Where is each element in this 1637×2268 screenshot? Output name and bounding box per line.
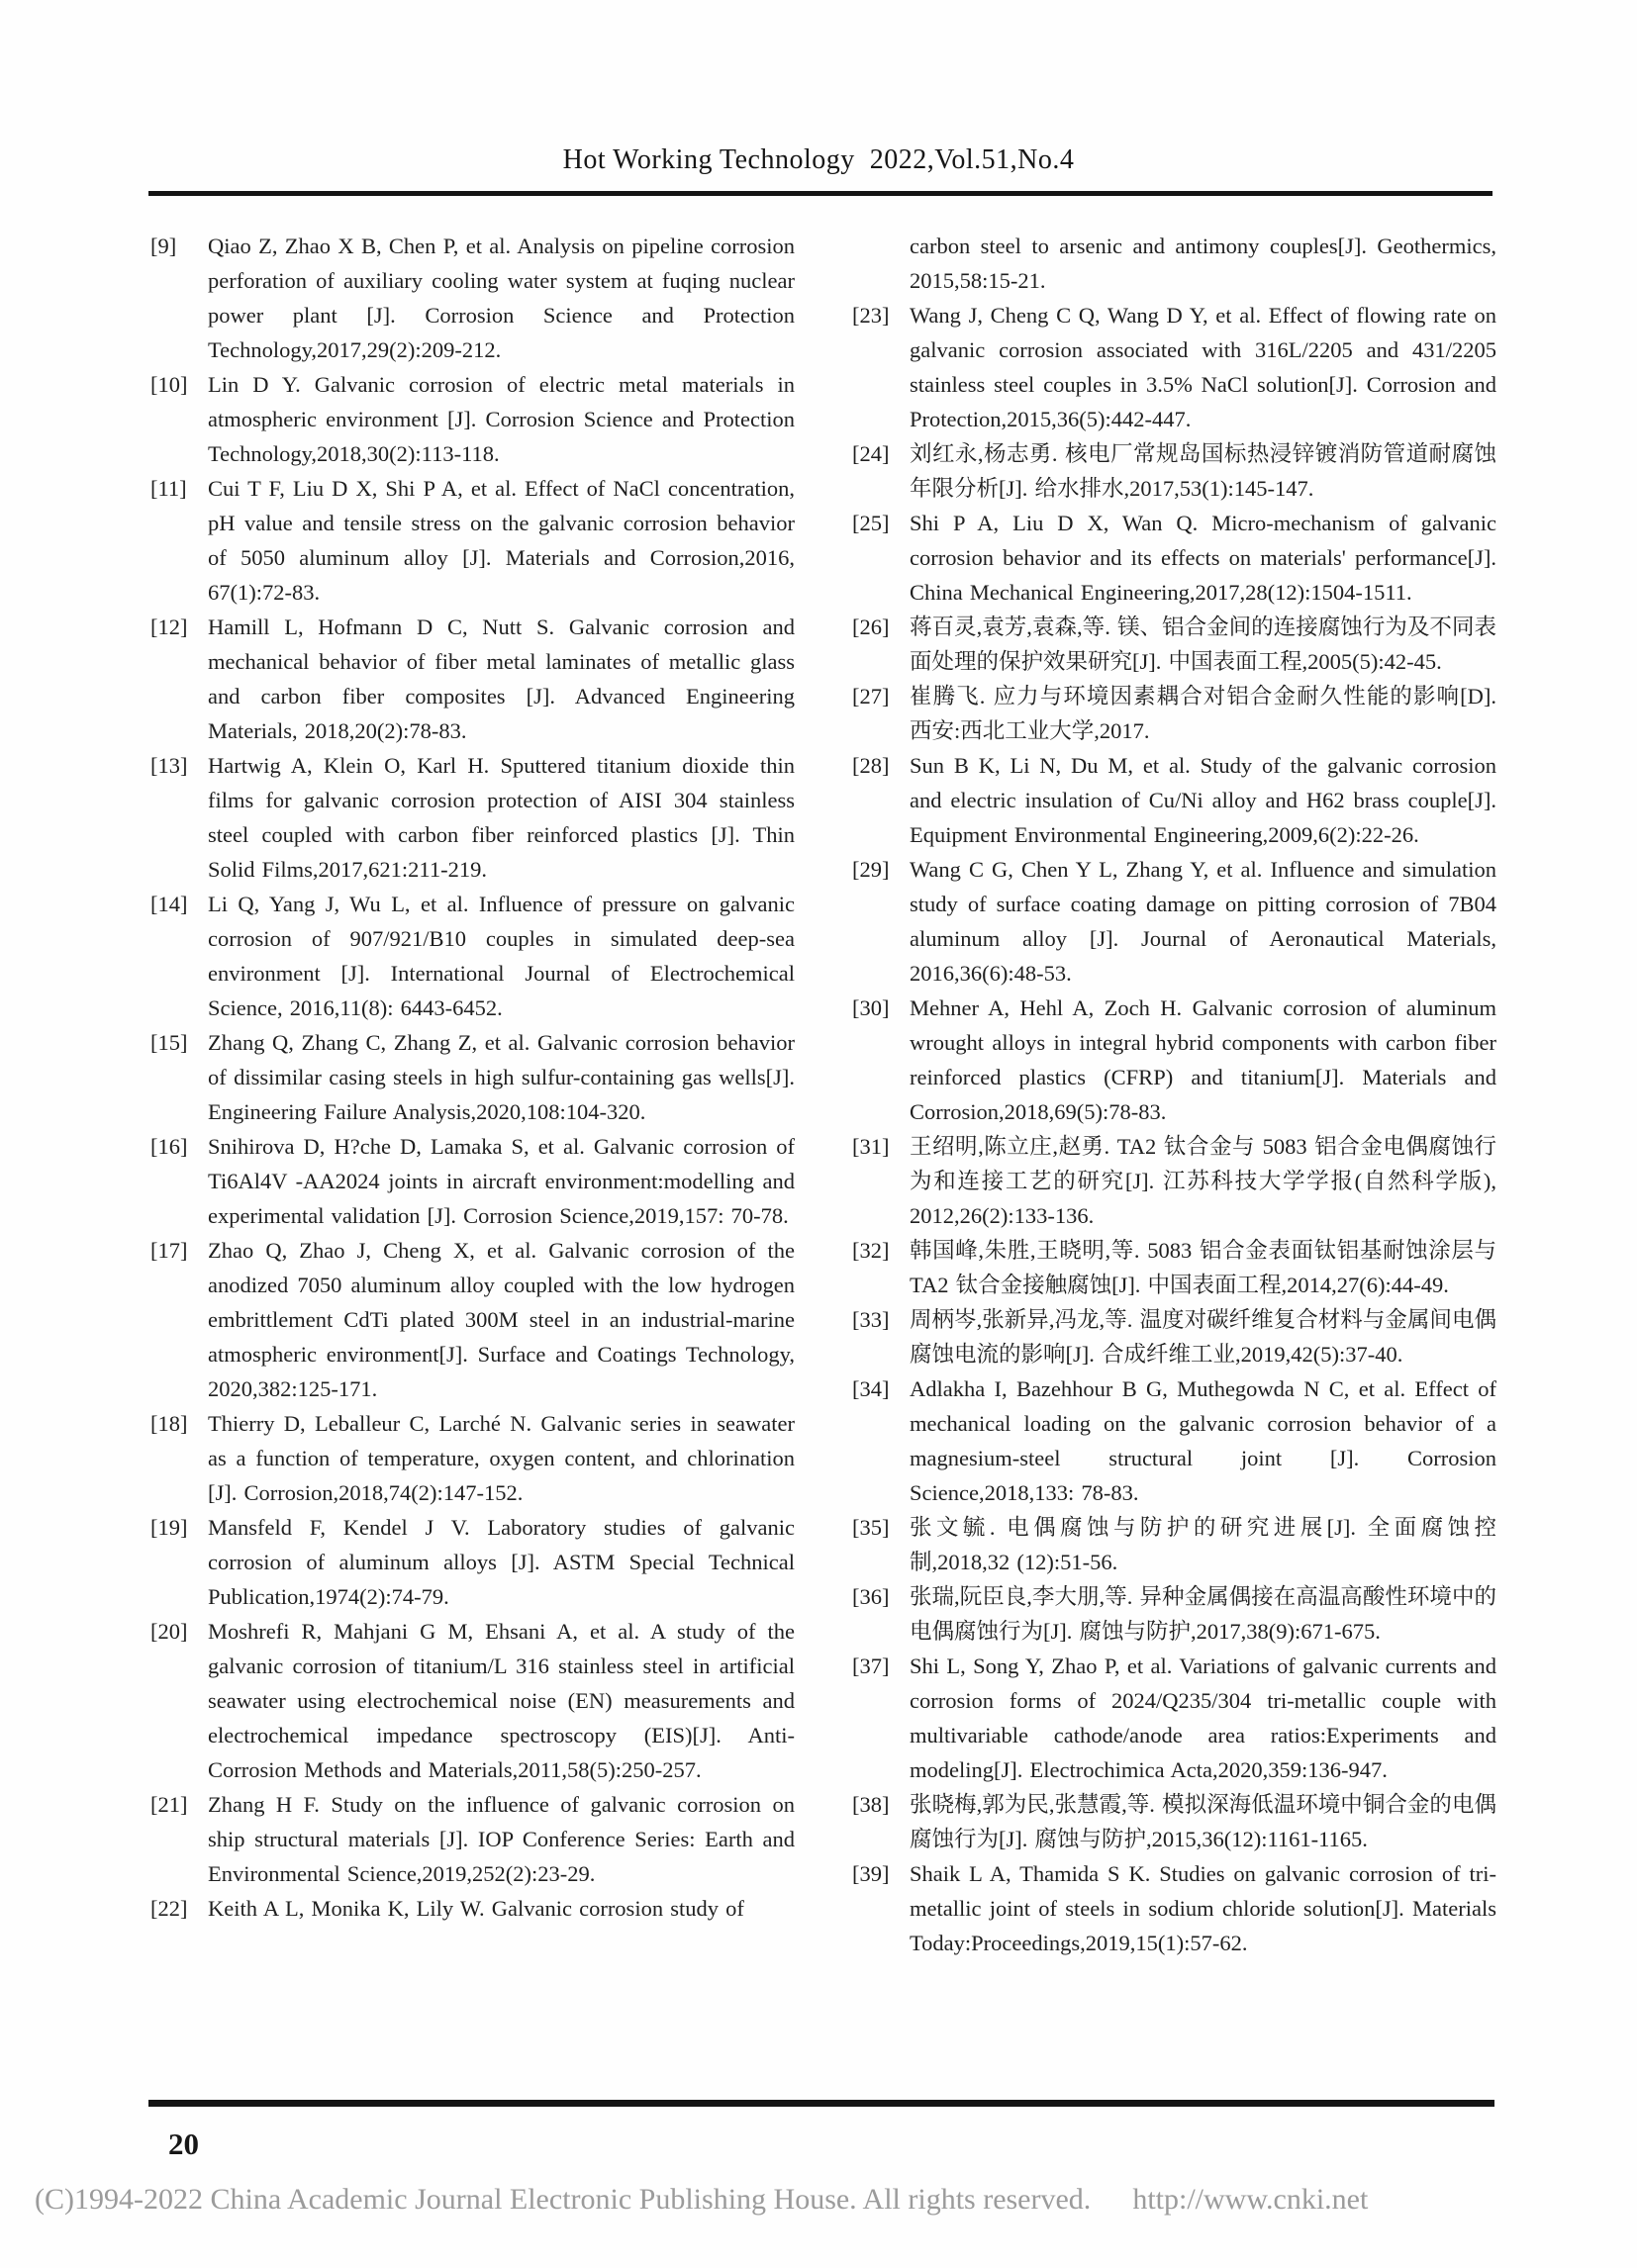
reference-item — [150, 1406, 795, 1510]
reference-text: Shi L, Song Y, Zhao P, et al. Variations of galvanic currents and corrosion forms of 2024/Q235/304 tri-metallic couple with multivariable cathode/anode area ratios:Experiments and modeling[J]. Electrochimica Acta,2020,359:136-947. — [910, 1654, 1496, 1782]
reference-number: [26] — [852, 614, 890, 639]
reference-item — [150, 1891, 795, 1926]
reference-text: Adlakha I, Bazehhour B G, Muthegowda N C, et al. Effect of mechanical loading on the galvanic corrosion behavior of a magnesium-steel structural joint [J]. Corrosion Science,2018,133: 78-83. — [910, 1376, 1496, 1505]
reference-number: [11] — [150, 476, 187, 501]
reference-number: [14] — [150, 892, 188, 916]
reference-text: Keith A L, Monika K, Lily W. Galvanic corrosion study of — [208, 1896, 744, 1921]
reference-number: [19] — [150, 1515, 188, 1540]
copyright-line — [35, 2183, 1480, 2217]
reference-text: Moshrefi R, Mahjani G M, Ehsani A, et al. A study of the galvanic corrosion of titanium/L 316 stainless steel in artificial seawater using electrochemical noise (EN) measurements and electrochemical impedance spectroscopy (EIS)[J]. Anti-Corrosion Methods and Materials,2011,58(5):250-257. — [208, 1619, 795, 1782]
references-section — [150, 229, 1496, 1960]
reference-number: [30] — [852, 995, 890, 1020]
reference-number: [28] — [852, 753, 890, 778]
reference-item — [852, 1579, 1496, 1649]
reference-number: [13] — [150, 753, 188, 778]
reference-item — [150, 1614, 795, 1787]
reference-item — [852, 852, 1496, 991]
reference-text: 周柄岑,张新异,冯龙,等. 温度对碳纤维复合材料与金属间电偶腐蚀电流的影响[J]. 合成纤维工业,2019,42(5):37-40. — [910, 1307, 1496, 1367]
copyright-text: (C)1994-2022 China Academic Journal Electronic Publishing House. All rights reserved. — [35, 2183, 1092, 2216]
reference-item — [150, 471, 795, 610]
footer-url: http://www.cnki.net — [1132, 2183, 1369, 2216]
reference-number: [29] — [852, 857, 890, 882]
reference-text: Sun B K, Li N, Du M, et al. Study of the galvanic corrosion and electric insulation of Cu/Ni alloy and H62 brass couple[J]. Equipment Environmental Engineering,2009,6(2):22-26. — [910, 753, 1496, 847]
reference-text: Qiao Z, Zhao X B, Chen P, et al. Analysis on pipeline corrosion perforation of auxiliary cooling water system at fuqing nuclear power plant [J]. Corrosion Science and Protection Technology,2017,29(2):209-212. — [208, 234, 795, 362]
reference-item — [150, 1510, 795, 1614]
reference-item — [852, 1129, 1496, 1233]
reference-text: Cui T F, Liu D X, Shi P A, et al. Effect of NaCl concentration, pH value and tensile stress on the galvanic corrosion behavior of 5050 aluminum alloy [J]. Materials and Corrosion,2016, 67(1):72-83. — [208, 476, 795, 605]
reference-item — [150, 229, 795, 367]
reference-text: Wang J, Cheng C Q, Wang D Y, et al. Effect of flowing rate on galvanic corrosion associated with 316L/2205 and 431/2205 stainless steel couples in 3.5% NaCl solution[J]. Corrosion and Protection,2015,36(5):442-447. — [910, 303, 1496, 431]
reference-item — [852, 1233, 1496, 1302]
reference-text: Zhao Q, Zhao J, Cheng X, et al. Galvanic corrosion of the anodized 7050 aluminum alloy coupled with the low hydrogen embrittlement CdTi plated 300M steel in an industrial-marine atmospheric environment[J]. Surface and Coatings Technology, 2020,382:125-171. — [208, 1238, 795, 1401]
reference-text: carbon steel to arsenic and antimony couples[J]. Geothermics, 2015,58:15-21. — [910, 234, 1496, 293]
reference-number: [9] — [150, 234, 177, 258]
reference-number: [15] — [150, 1030, 188, 1055]
reference-number: [36] — [852, 1584, 890, 1609]
reference-text: Li Q, Yang J, Wu L, et al. Influence of pressure on galvanic corrosion of 907/921/B10 couples in simulated deep-sea environment [J]. International Journal of Electrochemical Science, 2016,11(8): 6443-6452. — [208, 892, 795, 1020]
reference-item — [150, 610, 795, 748]
reference-item — [852, 506, 1496, 610]
reference-item — [852, 1856, 1496, 1960]
reference-item — [852, 298, 1496, 436]
reference-number: [24] — [852, 441, 890, 466]
reference-text: Hamill L, Hofmann D C, Nutt S. Galvanic corrosion and mechanical behavior of fiber metal laminates of metallic glass and carbon fiber composites [J]. Advanced Engineering Materials, 2018,20(2):78-83. — [208, 614, 795, 743]
reference-text: Mansfeld F, Kendel J V. Laboratory studies of galvanic corrosion of aluminum alloys [J]. ASTM Special Technical Publication,1974(2):74-79. — [208, 1515, 795, 1609]
reference-text: 韩国峰,朱胜,王晓明,等. 5083 铝合金表面钛铝基耐蚀涂层与 TA2 钛合金接触腐蚀[J]. 中国表面工程,2014,27(6):44-49. — [910, 1238, 1496, 1297]
reference-number: [25] — [852, 511, 890, 535]
references-left-column — [150, 229, 795, 1960]
reference-number: [12] — [150, 614, 188, 639]
footer-rule — [148, 2100, 1494, 2107]
reference-item — [150, 1025, 795, 1129]
page-number: 20 — [168, 2126, 199, 2161]
reference-text: Shi P A, Liu D X, Wan Q. Micro-mechanism of galvanic corrosion behavior and its effects on materials' performance[J]. China Mechanical Engineering,2017,28(12):1504-1511. — [910, 511, 1496, 605]
reference-text: Shaik L A, Thamida S K. Studies on galvanic corrosion of tri-metallic joint of steels in sodium chloride solution[J]. Materials Today:Proceedings,2019,15(1):57-62. — [910, 1861, 1496, 1955]
reference-item — [852, 679, 1496, 748]
reference-number: [20] — [150, 1619, 188, 1644]
reference-number: [34] — [852, 1376, 890, 1401]
journal-header-title: Hot Working Technology 2022,Vol.51,No.4 — [562, 144, 1075, 175]
reference-text: Zhang H F. Study on the influence of galvanic corrosion on ship structural materials [J]. IOP Conference Series: Earth and Environmental Science,2019,252(2):23-29. — [208, 1792, 795, 1886]
reference-number: [10] — [150, 372, 188, 397]
reference-item — [150, 1129, 795, 1233]
reference-number: [22] — [150, 1896, 188, 1921]
reference-number: [38] — [852, 1792, 890, 1817]
reference-number: [35] — [852, 1515, 890, 1540]
reference-number: [39] — [852, 1861, 890, 1886]
reference-item — [150, 748, 795, 887]
reference-number: [16] — [150, 1134, 188, 1159]
reference-item — [852, 436, 1496, 506]
reference-text: 张文毓. 电偶腐蚀与防护的研究进展[J]. 全面腐蚀控制,2018,32 (12):51-56. — [910, 1515, 1496, 1574]
reference-text: 崔腾飞. 应力与环境因素耦合对铝合金耐久性能的影响[D]. 西安:西北工业大学,2017. — [910, 684, 1496, 743]
reference-text: Mehner A, Hehl A, Zoch H. Galvanic corrosion of aluminum wrought alloys in integral hybrid components with carbon fiber reinforced plastics (CFRP) and titanium[J]. Materials and Corrosion,2018,69(5):78-83. — [910, 995, 1496, 1124]
reference-item — [852, 748, 1496, 852]
reference-item — [852, 1302, 1496, 1371]
reference-item — [150, 887, 795, 1025]
header-rule — [148, 191, 1493, 196]
reference-item — [150, 1787, 795, 1891]
reference-number: [23] — [852, 303, 890, 328]
reference-text: Lin D Y. Galvanic corrosion of electric metal materials in atmospheric environment [J]. Corrosion Science and Protection Technology,2018,30(2):113-118. — [208, 372, 795, 466]
reference-item — [852, 229, 1496, 298]
reference-item — [852, 991, 1496, 1129]
reference-text: Zhang Q, Zhang C, Zhang Z, et al. Galvanic corrosion behavior of dissimilar casing steels in high sulfur-containing gas wells[J]. Engineering Failure Analysis,2020,108:104-320. — [208, 1030, 795, 1124]
reference-item — [150, 367, 795, 471]
reference-text: 蒋百灵,袁芳,袁森,等. 镁、铝合金间的连接腐蚀行为及不同表面处理的保护效果研究[J]. 中国表面工程,2005(5):42-45. — [910, 614, 1496, 674]
reference-item — [852, 610, 1496, 679]
reference-text: Thierry D, Leballeur C, Larché N. Galvanic series in seawater as a function of temperature, oxygen content, and chlorination [J]. Corrosion,2018,74(2):147-152. — [208, 1411, 795, 1505]
reference-number: [17] — [150, 1238, 188, 1263]
reference-number: [27] — [852, 684, 890, 709]
reference-number: [37] — [852, 1654, 890, 1678]
reference-item — [852, 1510, 1496, 1579]
reference-item — [852, 1371, 1496, 1510]
reference-item — [150, 1233, 795, 1406]
reference-number: [18] — [150, 1411, 188, 1436]
references-right-column — [852, 229, 1496, 1960]
reference-text: 刘红永,杨志勇. 核电厂常规岛国标热浸锌镀消防管道耐腐蚀年限分析[J]. 给水排水,2017,53(1):145-147. — [910, 441, 1496, 501]
reference-text: 王绍明,陈立庄,赵勇. TA2 钛合金与 5083 铝合金电偶腐蚀行为和连接工艺的研究[J]. 江苏科技大学学报(自然科学版), 2012,26(2):133-136. — [910, 1134, 1496, 1228]
reference-number: [31] — [852, 1134, 890, 1159]
reference-text: Wang C G, Chen Y L, Zhang Y, et al. Influence and simulation study of surface coating damage on pitting corrosion of 7B04 aluminum alloy [J]. Journal of Aeronautical Materials, 2016,36(6):48-53. — [910, 857, 1496, 986]
reference-item — [852, 1649, 1496, 1787]
reference-number: [33] — [852, 1307, 890, 1332]
reference-text: 张晓梅,郭为民,张慧霞,等. 模拟深海低温环境中铜合金的电偶腐蚀行为[J]. 腐蚀与防护,2015,36(12):1161-1165. — [910, 1792, 1496, 1851]
reference-number: [32] — [852, 1238, 890, 1263]
reference-text: 张瑞,阮臣良,李大朋,等. 异种金属偶接在高温高酸性环境中的电偶腐蚀行为[J]. 腐蚀与防护,2017,38(9):671-675. — [910, 1584, 1496, 1644]
reference-text: Snihirova D, H?che D, Lamaka S, et al. Galvanic corrosion of Ti6Al4V -AA2024 joints in aircraft environment:modelling and experimental validation [J]. Corrosion Science,2019,157: 70-78. — [208, 1134, 795, 1228]
reference-number: [21] — [150, 1792, 188, 1817]
reference-item — [852, 1787, 1496, 1856]
reference-text: Hartwig A, Klein O, Karl H. Sputtered titanium dioxide thin films for galvanic corrosion protection of AISI 304 stainless steel coupled with carbon fiber reinforced plastics [J]. Thin Solid Films,2017,621:211-219. — [208, 753, 795, 882]
